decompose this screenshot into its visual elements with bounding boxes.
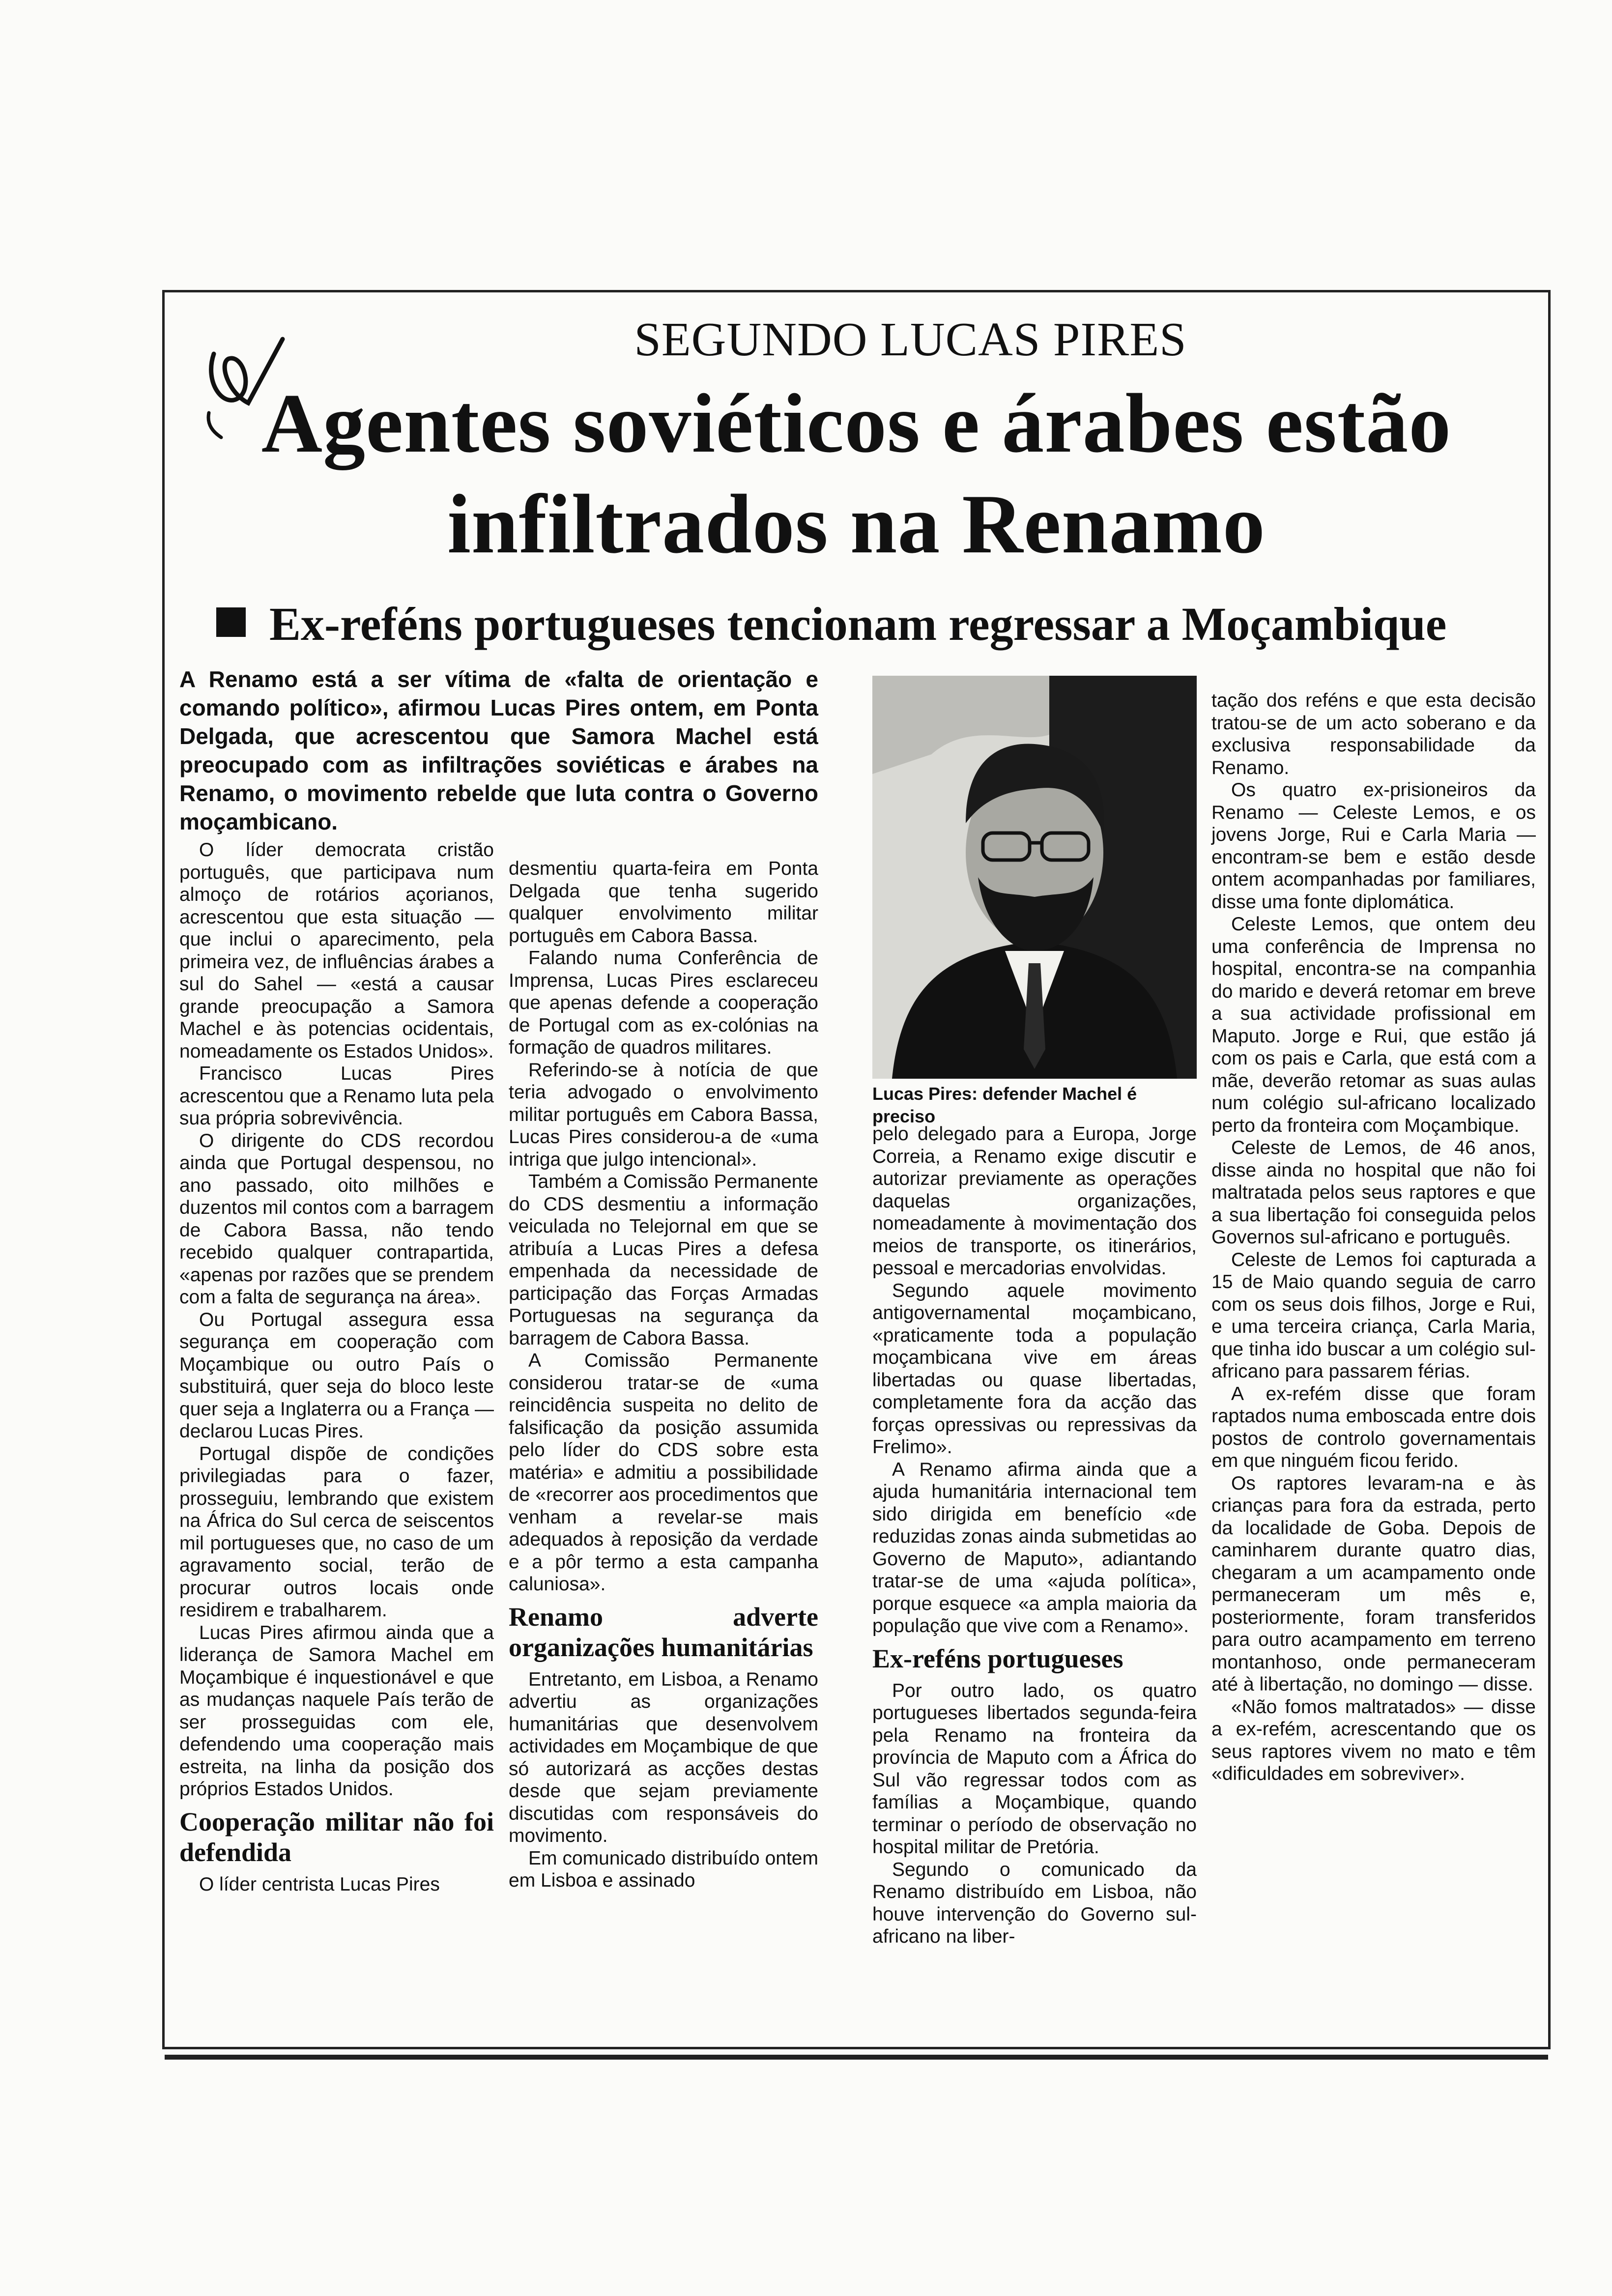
- subheading: Cooperação militar não foi defendida: [179, 1807, 494, 1867]
- paragraph: Falando numa Conferência de Imprensa, Lucas Pires esclareceu que apenas defende a cooperação de Portugal com as ex-colónias na formação de quadros militares.: [509, 947, 818, 1058]
- paragraph: O líder democrata cristão português, que participava num almoço de rotários açorianos, acrescentou que esta situação — que inclui o aparecimento, pela primeira vez, de influências árabes a sul do Sahel — «está a causar grande preocupação a Samora Machel e às potencias ocidentais, nomeadamente os Estados Unidos».: [179, 839, 494, 1062]
- paragraph: Segundo aquele movimento antigovernamental moçambicano, «praticamente toda a população moçambicana vive em áreas libertadas ou quase libertadas, completamente fora da acção das forças opressivas ou repressivas da Frelimo».: [872, 1280, 1197, 1458]
- paragraph: Ou Portugal assegura essa segurança em cooperação com Moçambique ou outro País o substituirá, quer seja do bloco leste quer seja a Inglaterra ou a França — declarou Lucas Pires.: [179, 1309, 494, 1442]
- paragraph: tação dos reféns e que esta decisão tratou-se de um acto soberano e da exclusiva responsabilidade da Renamo.: [1211, 690, 1536, 778]
- paragraph: Também a Comissão Permanente do CDS desmentiu a informação veiculada no Telejornal em que se atribuía a Lucas Pires a defesa empenhada da necessidade de participação das Forças Armadas Portuguesas na segurança da barragem de Cabora Bassa.: [509, 1171, 818, 1349]
- paragraph: desmentiu quarta-feira em Ponta Delgada que tenha sugerido qualquer envolvimento militar português em Cabora Bassa.: [509, 858, 818, 947]
- portrait-photo: [872, 676, 1197, 1079]
- article-headline: Agentes soviéticos e árabes estão infiltrados na Renamo: [261, 377, 1452, 571]
- column-4: [1211, 689, 1536, 1785]
- paragraph: Em comunicado distribuído ontem em Lisboa e assinado: [509, 1847, 818, 1891]
- column-3: [872, 1123, 1197, 1948]
- paragraph: Os quatro ex-prisioneiros da Renamo — Celeste Lemos, e os jovens Jorge, Rui e Carla Maria — encontram-se bem e estão desde ontem acompanhadas por familiares, disse uma fonte diplomática.: [1211, 779, 1536, 913]
- paragraph: A Comissão Permanente considerou tratar-se de «uma reincidência suspeita no delito de falsificação da posição assumida pelo líder do CDS sobre esta matéria» e admitiu a possibilidade de «recorrer aos procedimentos que venham a revelar-se mais adequados à reposição da verdade e a pôr termo a esta campanha caluniosa».: [509, 1350, 818, 1595]
- paragraph: Os raptores levaram-na e às crianças para fora da estrada, perto da localidade de Goba. Depois de caminharem durante quatro dias, chegaram a um acampamento onde permaneceram um mês e, posteriormente, foram transferidos para outro acampamento em terreno montanhoso, onde permaneceram até à libertação, no domingo — disse.: [1211, 1472, 1536, 1695]
- paragraph: Portugal dispõe de condições privilegiadas para o fazer, prosseguiu, lembrando que existem na África do Sul cerca de seiscentos mil portugueses que, no caso de um agravamento social, terão de procurar outros locais onde residirem e trabalharem.: [179, 1443, 494, 1621]
- article-lead: A Renamo está a ser vítima de «falta de orientação e comando político», afirmou Lucas Pires ontem, em Ponta Delgada, que acrescentou que Samora Machel está preocupado com as infiltrações soviéticas e árabes na Renamo, o movimento rebelde que luta contra o Governo moçambicano.: [179, 666, 818, 834]
- article-deck: [216, 597, 1528, 651]
- paragraph: Referindo-se à notícia de que teria advogado o envolvimento militar português em Cabora Bassa, Lucas Pires considerou-a de «uma intriga que julgo intencional».: [509, 1059, 818, 1170]
- paragraph: Por outro lado, os quatro portugueses libertados segunda-feira pela Renamo na fronteira da província de Maputo com a África do Sul vão regressar todos com as famílias a Moçambique, quando terminar o período de observação no hospital militar de Pretória.: [872, 1680, 1197, 1858]
- newspaper-clipping: [162, 290, 1551, 2049]
- paragraph: Francisco Lucas Pires acrescentou que a Renamo luta pela sua própria sobrevivência.: [179, 1063, 494, 1129]
- paragraph: Entretanto, em Lisboa, a Renamo advertiu as organizações humanitárias que desenvolvem actividades em Moçambique de que só autorizará as acções destas desde que sejam previamente discutidas com responsáveis do movimento.: [509, 1668, 818, 1846]
- article-kicker: SEGUNDO LUCAS PIRES: [634, 313, 1187, 366]
- paragraph: Celeste de Lemos, de 46 anos, disse ainda no hospital que não foi maltratada pelos seus raptores e que a sua libertação foi conseguida pelos Governos sul-africano e português.: [1211, 1137, 1536, 1248]
- subheading: Ex-reféns portugueses: [872, 1643, 1123, 1673]
- portrait-illustration-icon: [872, 676, 1197, 1079]
- deck-text: Ex-reféns portugueses tencionam regressar a Moçambique: [269, 598, 1447, 650]
- paragraph: pelo delegado para a Europa, Jorge Correia, a Renamo exige discutir e autorizar previamente as operações daquelas organizações, nomeadamente à movimentação dos meios de transporte, os itinerários, pessoal e mercadorias envolvidas.: [872, 1123, 1197, 1279]
- paragraph: Segundo o comunicado da Renamo distribuído em Lisboa, não houve intervenção do Governo sul-africano na liber-: [872, 1859, 1197, 1947]
- paragraph: Celeste Lemos, que ontem deu uma conferência de Imprensa no hospital, encontra-se na companhia do marido e deverá retomar em breve a sua actividade profissional em Maputo. Jorge e Rui, que estão já com os pais e Carla, que está com a mãe, deverão retomar as suas aulas num colégio sul-africano localizado perto da fronteira com Moçambique.: [1211, 914, 1536, 1136]
- paragraph: «Não fomos maltratados» — disse a ex-refém, acrescentando que os seus raptores vivem no mato e têm «dificuldades em sobreviver».: [1211, 1696, 1536, 1784]
- paragraph: A Renamo afirma ainda que a ajuda humanitária internacional tem sido dirigida em benefício «de reduzidas zonas ainda submetidas ao Governo de Maputo», adiantando tratar-se de uma «ajuda política», porque esquece «a ampla maioria da população que vive com a Renamo».: [872, 1459, 1197, 1636]
- bullet-square-icon: [216, 607, 246, 637]
- column-1: [179, 839, 494, 1895]
- column-2: [509, 858, 818, 1892]
- paragraph: O dirigente do CDS recordou ainda que Portugal despensou, no ano passado, oito milhões e duzentos mil contos com a barragem de Cabora Bassa, não tendo recebido qualquer contrapartida, «apenas por razões que se prendem com a falta de segurança na área».: [179, 1130, 494, 1308]
- paragraph: Lucas Pires afirmou ainda que a liderança de Samora Machel em Moçambique é inquestionável e que as mudanças naquele País terão de ser prosseguidas com ele, defendendo uma cooperação mais estreita, na linha da posição dos próprios Estados Unidos.: [179, 1622, 494, 1800]
- paragraph: A ex-refém disse que foram raptados numa emboscada entre dois postos de controlo governamentais em que ninguém ficou ferido.: [1211, 1383, 1536, 1471]
- paragraph: Celeste de Lemos foi capturada a 15 de Maio quando seguia de carro com os seus dois filhos, Jorge e Rui, e uma terceira criança, Carla Maria, que tinha ido buscar a um colégio sul-africano para passarem férias.: [1211, 1249, 1536, 1382]
- subheading: Renamo adverte organizações humanitárias: [509, 1602, 818, 1662]
- photo-caption: Lucas Pires: defender Machel é preciso: [872, 1084, 1137, 1126]
- paragraph: O líder centrista Lucas Pires: [199, 1873, 440, 1895]
